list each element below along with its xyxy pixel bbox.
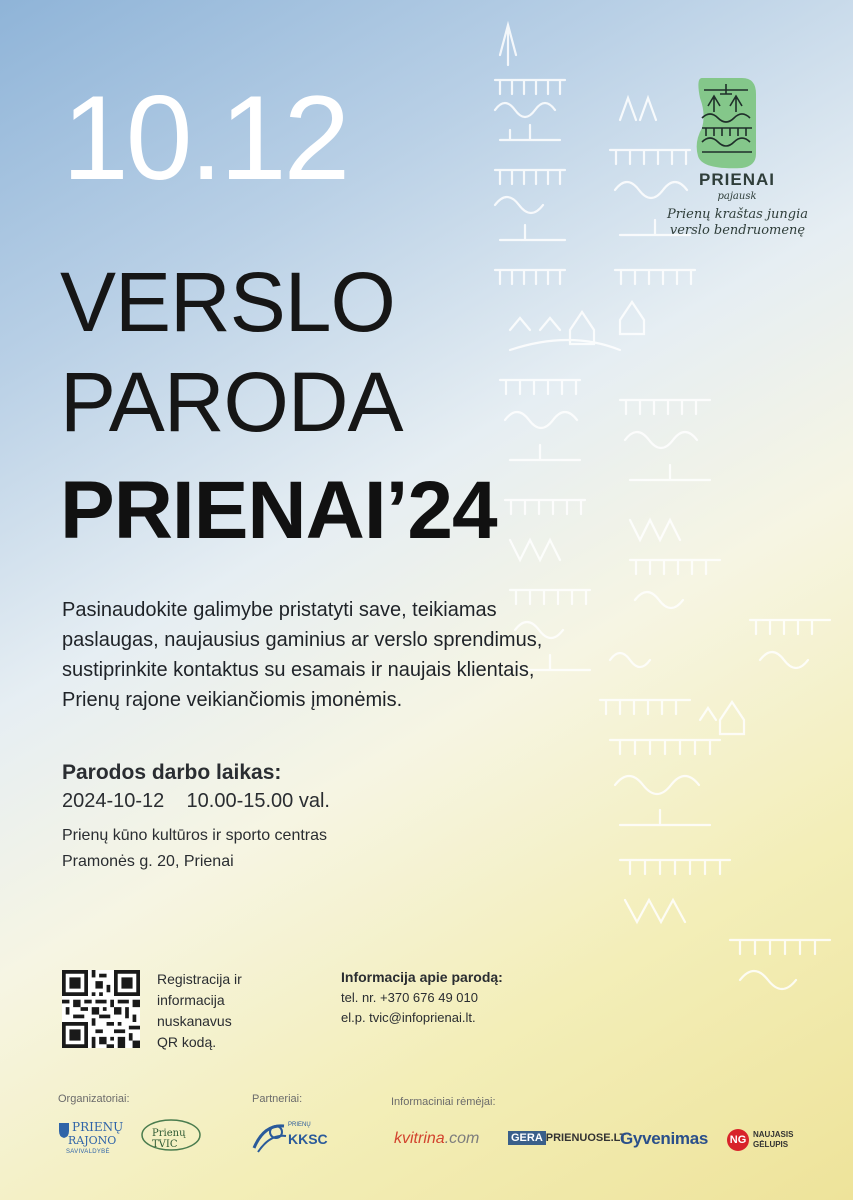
brand-name: PRIENAI [699, 170, 775, 189]
registration-line: nuskanavus [157, 1013, 232, 1029]
intro-line: Pasinaudokite galimybe pristatyti save, teikiamas [62, 599, 497, 621]
logo-text: PRIENŲ [288, 1122, 311, 1128]
registration-text [157, 969, 242, 1053]
partners-label: Partneriai: [252, 1093, 303, 1105]
registration-line: informacija [157, 992, 225, 1008]
contact-title: Informacija apie parodą: [341, 969, 503, 985]
brand-subtitle: pajausk [717, 191, 757, 202]
ng-badge: NG [727, 1129, 749, 1151]
naujasis-gelupis-logo [727, 1128, 817, 1154]
prienu-rajono-savivaldybe-logo [58, 1118, 124, 1160]
title-line-2: PARODA [60, 355, 403, 449]
logo-text: NAUJASIS [753, 1130, 794, 1139]
intro-paragraph [62, 595, 582, 715]
registration-line: Registracija ir [157, 971, 242, 987]
contact-email[interactable]: el.p. tvic@infoprienai.lt. [341, 1010, 476, 1025]
gera-prienuose-logo [508, 1132, 626, 1144]
intro-line: paslaugas, naujausius gaminius ar verslo sprendimus, [62, 629, 543, 651]
qr-code[interactable] [62, 970, 140, 1048]
prienu-tvic-logo [140, 1118, 202, 1152]
logo-text: kvitrina [394, 1130, 445, 1147]
media-sponsors-label: Informaciniai rėmėjai: [391, 1096, 496, 1108]
logo-text: PRIENŲ [72, 1120, 124, 1134]
logo-text: SAVIVALDYBĖ [66, 1149, 110, 1155]
intro-line: Prienų rajone veikiančiomis įmonėmis. [62, 689, 403, 711]
brand-tagline-2: verslo bendruomenę [669, 223, 806, 238]
kksc-emblem-icon [250, 1118, 290, 1158]
venue-address: Pramonės g. 20, Prienai [62, 853, 234, 870]
logo-text: .com [444, 1130, 480, 1147]
organizers-label: Organizatoriai: [58, 1093, 130, 1105]
logo-text: Prienų TVIC [152, 1128, 186, 1150]
logo-text: PRIENUOSE.LT [545, 1132, 627, 1144]
venue-name: Prienų kūno kultūros ir sporto centras [62, 827, 328, 844]
kvitrina-logo [394, 1130, 479, 1148]
prienu-kksc-logo [250, 1118, 346, 1158]
title-line-3: PRIENAI’24 [60, 465, 497, 556]
brand-tagline-1: Prienų kraštas jungia [667, 207, 808, 222]
logo-text: KKSC [288, 1131, 328, 1147]
logo-text: RAJONO [68, 1134, 117, 1147]
logo-text: GĖLUPIS [753, 1140, 789, 1149]
event-date: 10.12 [62, 71, 348, 205]
registration-line: QR kodą. [157, 1034, 217, 1050]
logo-text: GERA [508, 1131, 546, 1145]
gyvenimas-logo: Gyvenimas [620, 1129, 709, 1148]
intro-line: sustiprinkite kontaktus su esamais ir naujais klientais, [62, 659, 535, 681]
title-line-1: VERSLO [60, 255, 395, 349]
contact-phone[interactable]: tel. nr. +370 676 49 010 [341, 990, 478, 1005]
hours-line: 2024-10-12 10.00-15.00 val. [62, 790, 330, 812]
hours-title: Parodos darbo laikas: [62, 761, 282, 784]
